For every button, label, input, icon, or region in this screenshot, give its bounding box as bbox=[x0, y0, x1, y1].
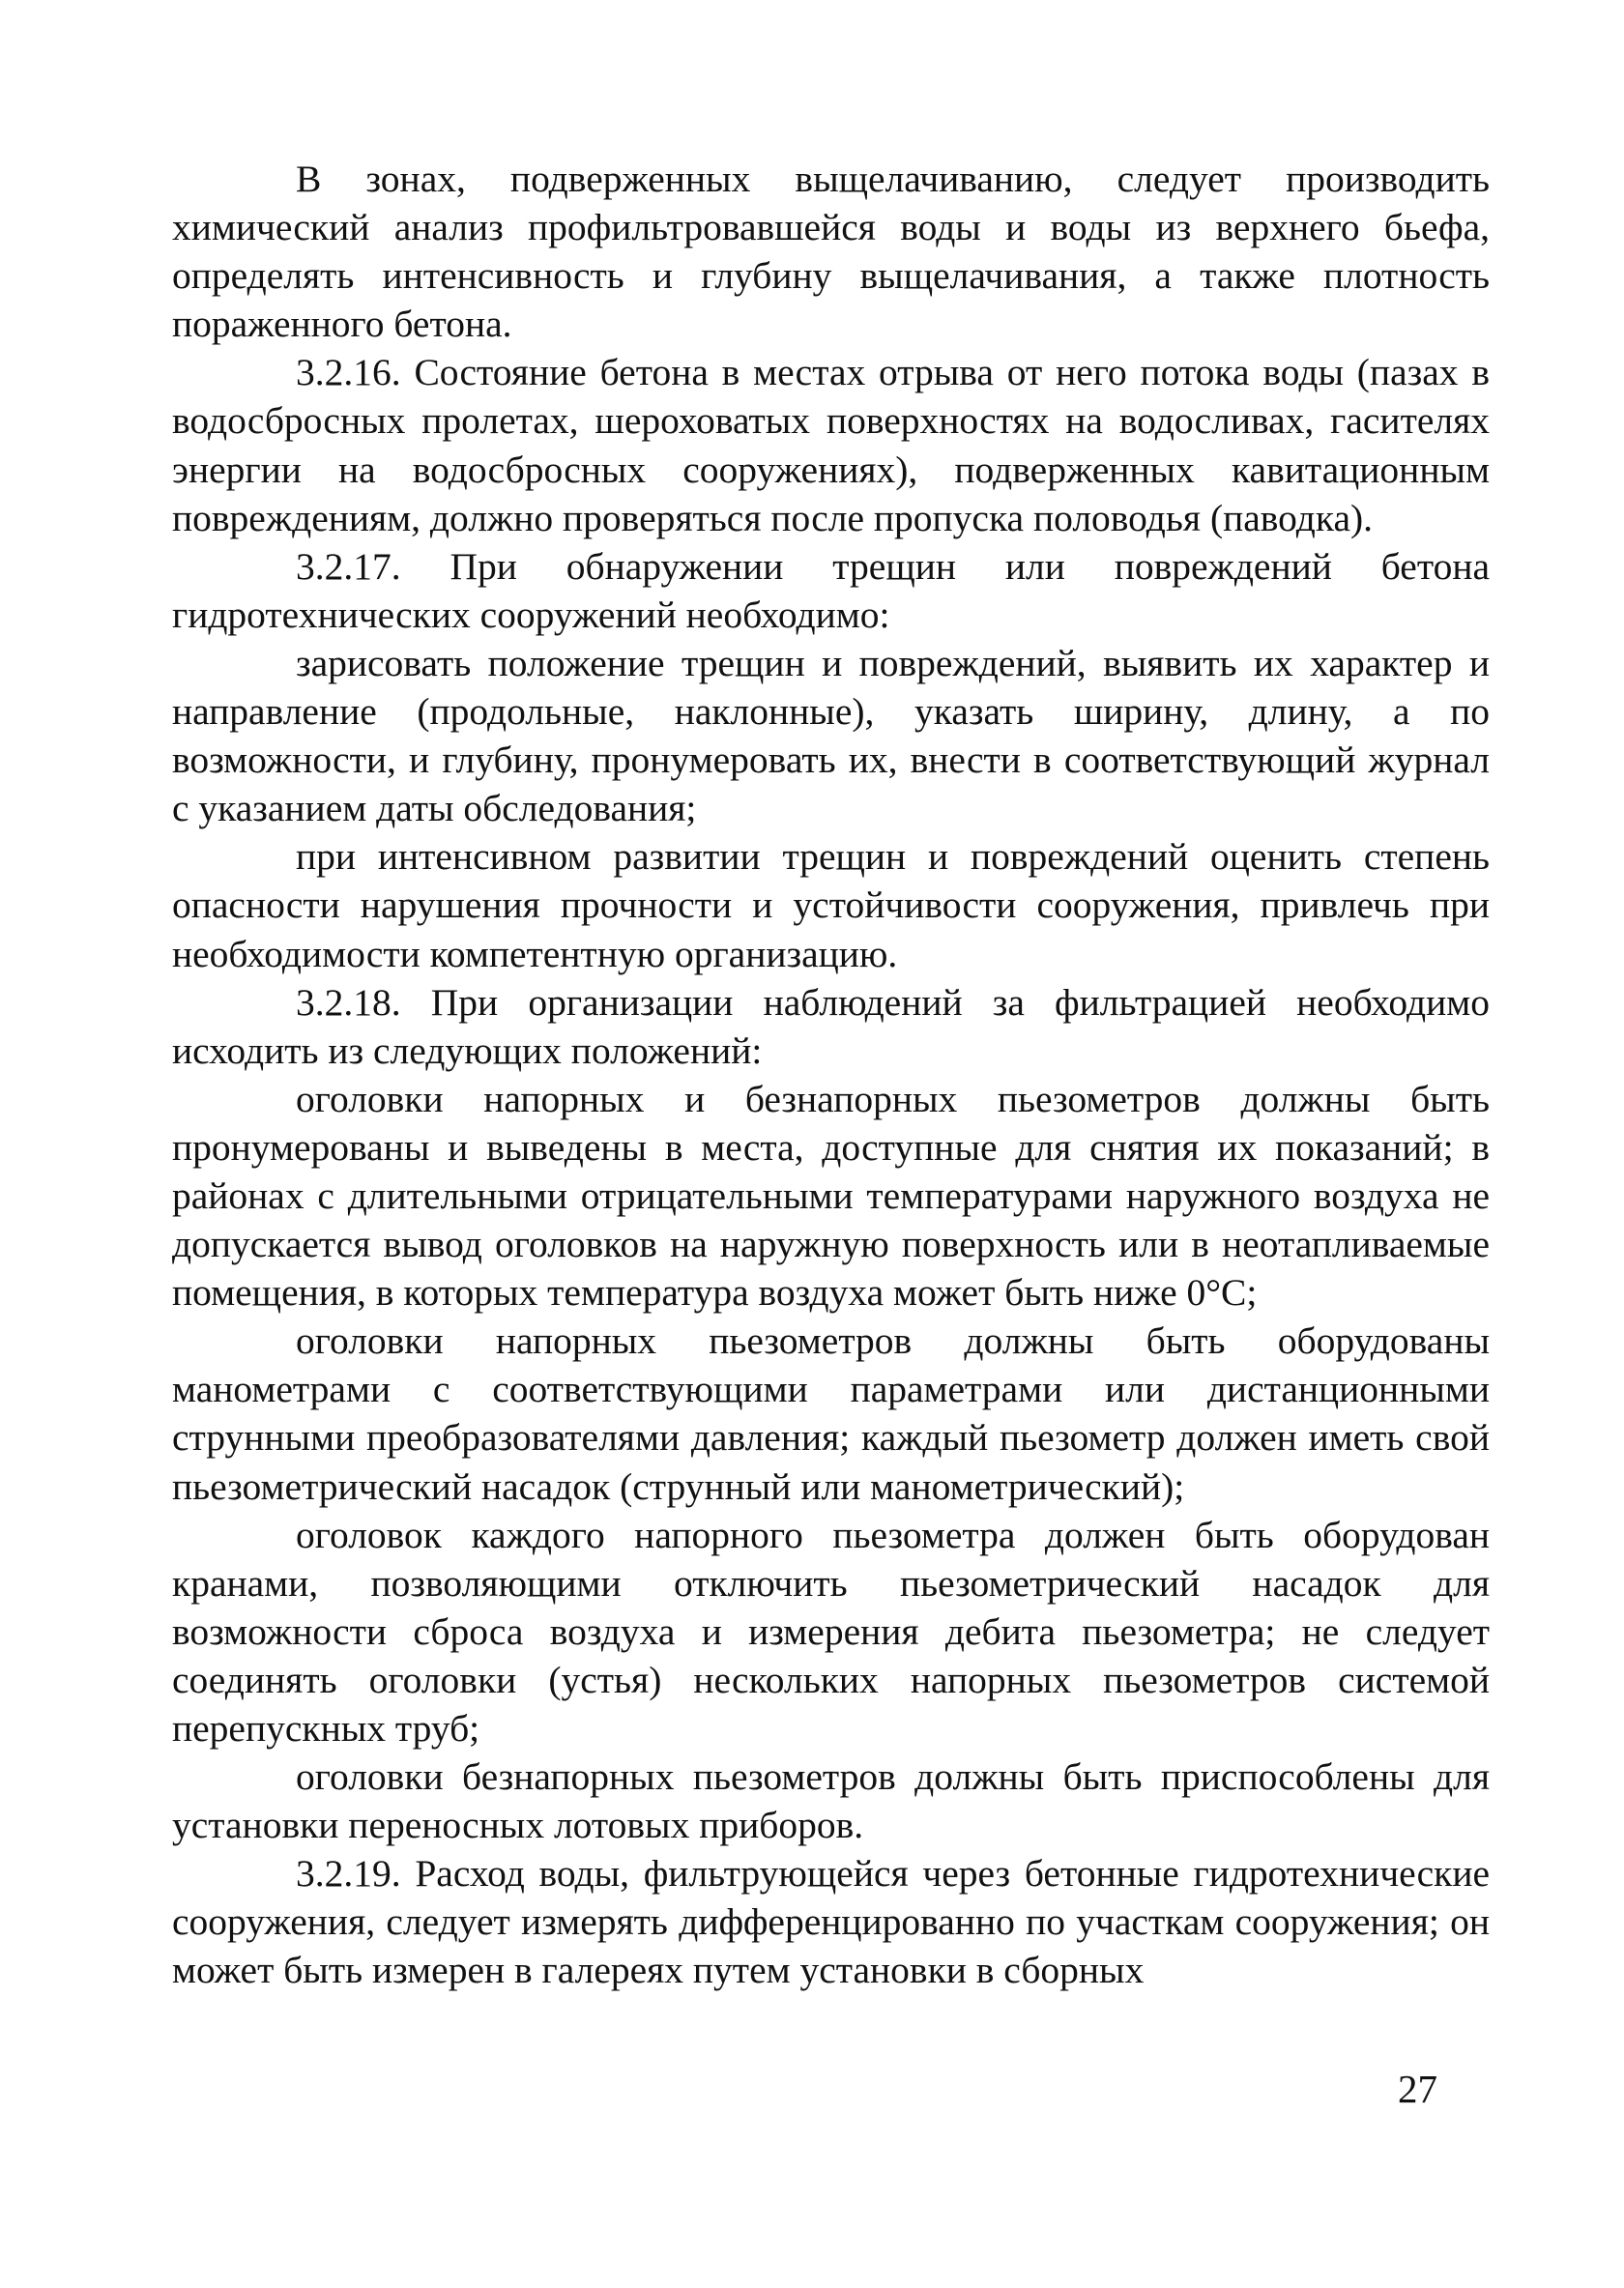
page-number: 27 bbox=[1398, 2067, 1437, 2111]
paragraph-3-2-16: 3.2.16. Состояние бетона в местах отрыва от него потока воды (пазах в водосбросных пролетах, шероховатых поверхностях на водосливах, гасителях энергии на водосбросных сооружениях), подверженных кавитационным повреждениям, должно проверяться после пропуска половодья (паводка). bbox=[172, 351, 1490, 539]
paragraph-3-2-19: 3.2.19. Расход воды, фильтрующейся через бетонные гидротехнические сооружения, следует измерять дифференцированно по участкам сооружения; он может быть измерен в галереях путем установки в сборных bbox=[172, 1852, 1490, 1992]
body-text bbox=[172, 155, 1490, 1995]
paragraph-3-2-18: 3.2.18. При организации наблюдений за фильтрацией необходимо исходить из следующих положений: bbox=[172, 980, 1490, 1072]
paragraph-crack-mapping: зарисовать положение трещин и повреждений, выявить их характер и направление (продольные, наклонные), указать ширину, длину, а по возможности, и глубину, пронумеровать их, внести в соответствующий журнал с указанием даты обследования; bbox=[172, 641, 1490, 830]
paragraph-3-2-17: 3.2.17. При обнаружении трещин или повреждений бетона гидротехнических сооружений необходимо: bbox=[172, 544, 1490, 636]
paragraph-piezometer-valves: оголовок каждого напорного пьезометра должен быть оборудован кранами, позволяющими отключить пьезометрический насадок для возможности сброса воздуха и измерения дебита пьезометра; не следует соединять оголовки (устья) нескольких напорных пьезометров системой перепускных труб; bbox=[172, 1513, 1490, 1750]
paragraph-non-pressure-piezometers: оголовки безнапорных пьезометров должны быть приспособлены для установки переносных лотовых приборов. bbox=[172, 1755, 1490, 1847]
paragraph-pressure-piezometers: оголовки напорных пьезометров должны быть оборудованы манометрами с соответствующими параметрами или дистанционными струнными преобразователями давления; каждый пьезометр должен иметь свой пьезометрический насадок (струнный или манометрический); bbox=[172, 1319, 1490, 1508]
paragraph-crack-assessment: при интенсивном развитии трещин и повреждений оценить степень опасности нарушения прочности и устойчивости сооружения, привлечь при необходимости компетентную организацию. bbox=[172, 835, 1490, 975]
paragraph-piezometer-heads: оголовки напорных и безнапорных пьезометров должны быть пронумерованы и выведены в места, доступные для снятия их показаний; в районах с длительными отрицательными температурами наружного воздуха не допускается вывод оголовков на наружную поверхность или в неотапливаемые помещения, в которых температура воздуха может быть ниже 0°С; bbox=[172, 1077, 1490, 1315]
paragraph-leaching-analysis: В зонах, подверженных выщелачиванию, следует производить химический анализ профильтровавшейся воды и воды из верхнего бьефа, определять интенсивность и глубину выщелачивания, а также плотность пораженного бетона. bbox=[172, 158, 1490, 346]
